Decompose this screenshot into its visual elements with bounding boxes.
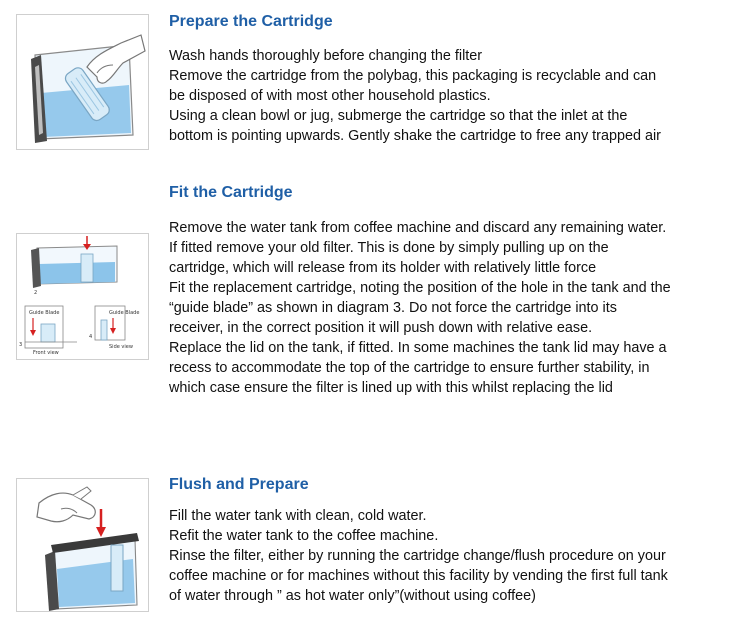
section-prepare-cartridge (0, 0, 750, 160)
guide-blade-label: Guide Blade (29, 310, 60, 316)
section-heading: Prepare the Cartridge (169, 13, 333, 30)
section-body (169, 46, 661, 146)
body-line: of water through ” as hot water only”(without using coffee) (169, 588, 536, 604)
side-view-label: Side view (109, 344, 133, 350)
diagram-number-3: 3 (19, 342, 23, 348)
cartridge-fitting-diagram-icon (17, 234, 148, 359)
diagram-number-4: 4 (89, 334, 93, 340)
section-fit-cartridge (0, 175, 750, 415)
flush-prepare-illustration (16, 478, 149, 612)
body-line: If fitted remove your old filter. This is done by simply pulling up on the (169, 240, 609, 256)
body-line: Fill the water tank with clean, cold water. (169, 508, 427, 524)
body-line: Remove the cartridge from the polybag, this packaging is recyclable and can (169, 68, 657, 84)
diagram-number-2: 2 (34, 290, 38, 296)
prepare-cartridge-illustration (16, 14, 149, 150)
fit-cartridge-diagram (16, 233, 149, 360)
body-line: Refit the water tank to the coffee machine. (169, 528, 439, 544)
body-line: bottom is pointing upwards. Gently shake the cartridge to free any trapped air (169, 128, 661, 144)
section-flush-prepare (0, 465, 750, 633)
section-heading: Fit the Cartridge (169, 184, 293, 201)
body-line: Wash hands thoroughly before changing the filter (169, 48, 483, 64)
body-line: Fit the replacement cartridge, noting the position of the hole in the tank and the (169, 280, 671, 296)
front-view-label: Front view (33, 350, 59, 356)
body-line: which case ensure the filter is lined up with this whilst replacing the lid (169, 380, 613, 396)
body-line: Rinse the filter, either by running the cartridge change/flush procedure on your (169, 548, 666, 564)
body-line: receiver, in the correct position it will push down with relative ease. (169, 320, 593, 336)
body-line: coffee machine or for machines without this facility by vending the first full tank (169, 568, 668, 584)
guide-blade-label-side: Guide Blade (109, 310, 140, 316)
body-line: Remove the water tank from coffee machine and discard any remaining water. (169, 220, 667, 236)
body-line: be disposed of with most other household plastics. (169, 88, 491, 104)
body-line: Replace the lid on the tank, if fitted. In some machines the tank lid may have a (169, 340, 667, 356)
section-heading: Flush and Prepare (169, 476, 309, 493)
body-line: “guide blade” as shown in diagram 3. Do not force the cartridge into its (169, 300, 617, 316)
body-line: Using a clean bowl or jug, submerge the cartridge so that the inlet at the (169, 108, 628, 124)
section-body (169, 218, 671, 398)
body-line: cartridge, which will release from its holder with relatively little force (169, 260, 597, 276)
section-body (169, 506, 668, 606)
hand-holding-cartridge-icon (17, 15, 148, 149)
inserting-cartridge-icon (17, 479, 148, 611)
body-line: recess to accommodate the top of the cartridge to ensure further stability, in (169, 360, 650, 376)
